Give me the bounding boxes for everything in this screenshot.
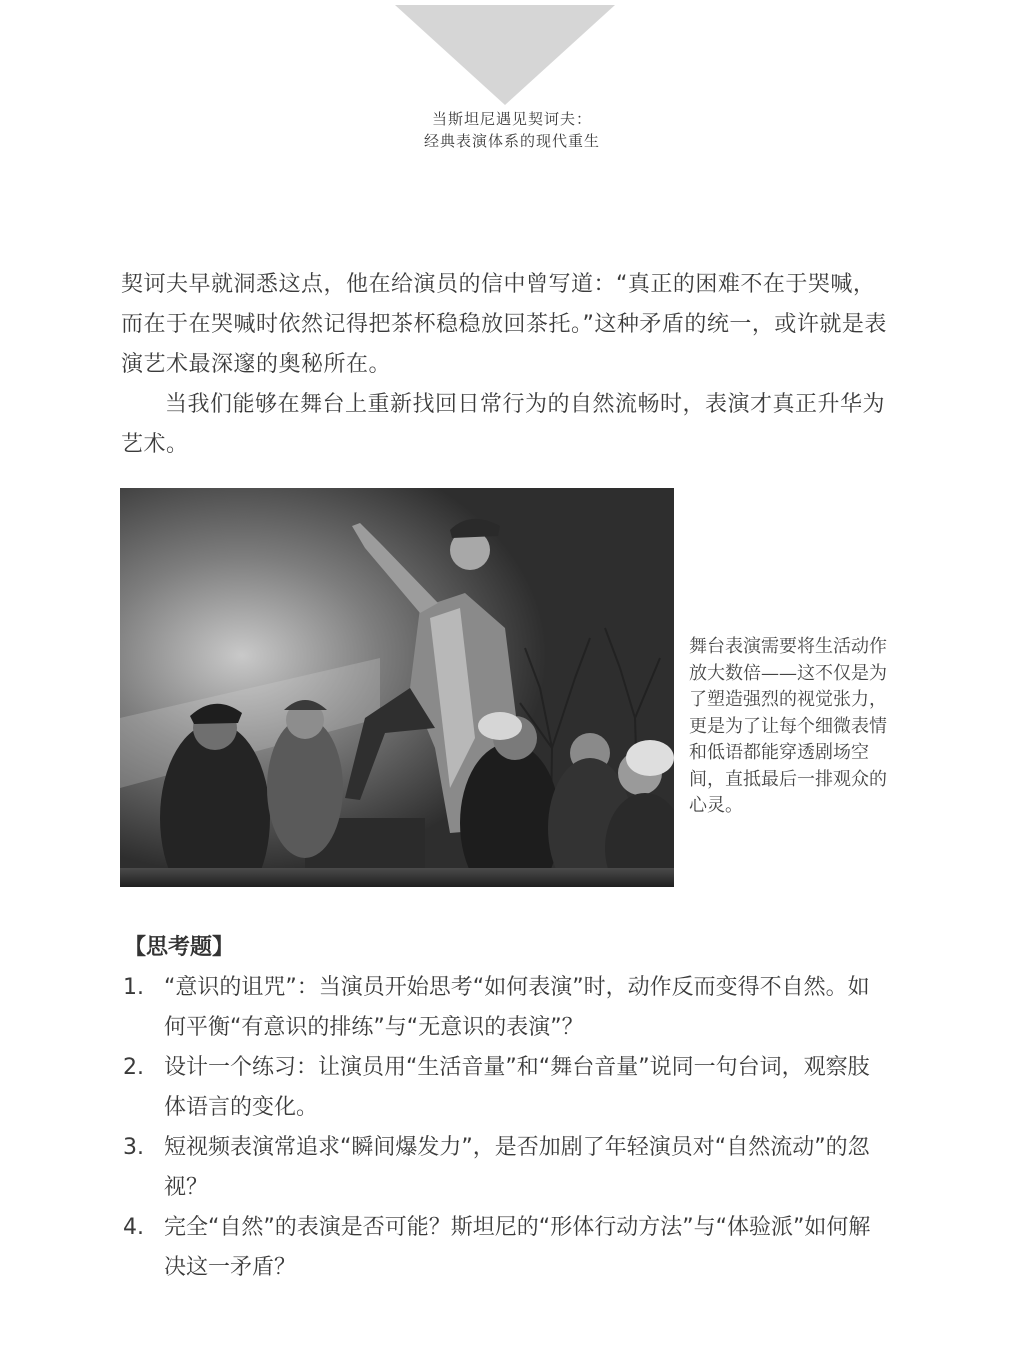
question-text: 短视频表演常追求“瞬间爆发力”，是否加剧了年轻演员对“自然流动”的忽视？	[164, 1135, 870, 1200]
question-item	[121, 1128, 891, 1208]
question-item	[121, 1048, 891, 1128]
questions-heading: 【思考题】	[124, 935, 235, 960]
body-text	[121, 265, 891, 465]
question-text: 完全“自然”的表演是否可能？斯坦尼的“形体行动方法”与“体验派”如何解决这一矛盾？	[164, 1215, 871, 1280]
chapter-header	[0, 108, 1024, 152]
question-item	[121, 1208, 891, 1288]
question-number: 1.	[123, 975, 144, 1000]
questions-list	[121, 968, 891, 1288]
photo-caption: 舞台表演需要将生活动作放大数倍——这不仅是为了塑造强烈的视觉张力，更是为了让每个细微表情和低语都能穿透剧场空间，直抵最后一排观众的心灵。	[689, 636, 887, 816]
question-item	[121, 968, 891, 1048]
header-triangle-decoration	[395, 5, 615, 105]
question-number: 3.	[123, 1135, 144, 1160]
question-text: 设计一个练习：让演员用“生活音量”和“舞台音量”说同一句台词，观察肢体语言的变化。	[164, 1055, 870, 1120]
stage-performance-photo	[120, 488, 674, 887]
question-number: 2.	[123, 1055, 144, 1080]
body-paragraph-1: 契诃夫早就洞悉这点，他在给演员的信中曾写道：“真正的困难不在于哭喊，而在于在哭喊时依然记得把茶杯稳稳放回茶托。”这种矛盾的统一，或许就是表演艺术最深邃的奥秘所在。	[121, 272, 887, 377]
question-number: 4.	[123, 1215, 144, 1240]
chapter-header-line-2: 经典表演体系的现代重生	[423, 132, 600, 150]
chapter-header-line-1: 当斯坦尼遇见契诃夫：	[431, 110, 592, 128]
question-text: “意识的诅咒”：当演员开始思考“如何表演”时，动作反而变得不自然。如何平衡“有意识的排练”与“无意识的表演”？	[164, 975, 870, 1040]
body-paragraph-2: 当我们能够在舞台上重新找回日常行为的自然流畅时，表演才真正升华为艺术。	[121, 392, 886, 457]
